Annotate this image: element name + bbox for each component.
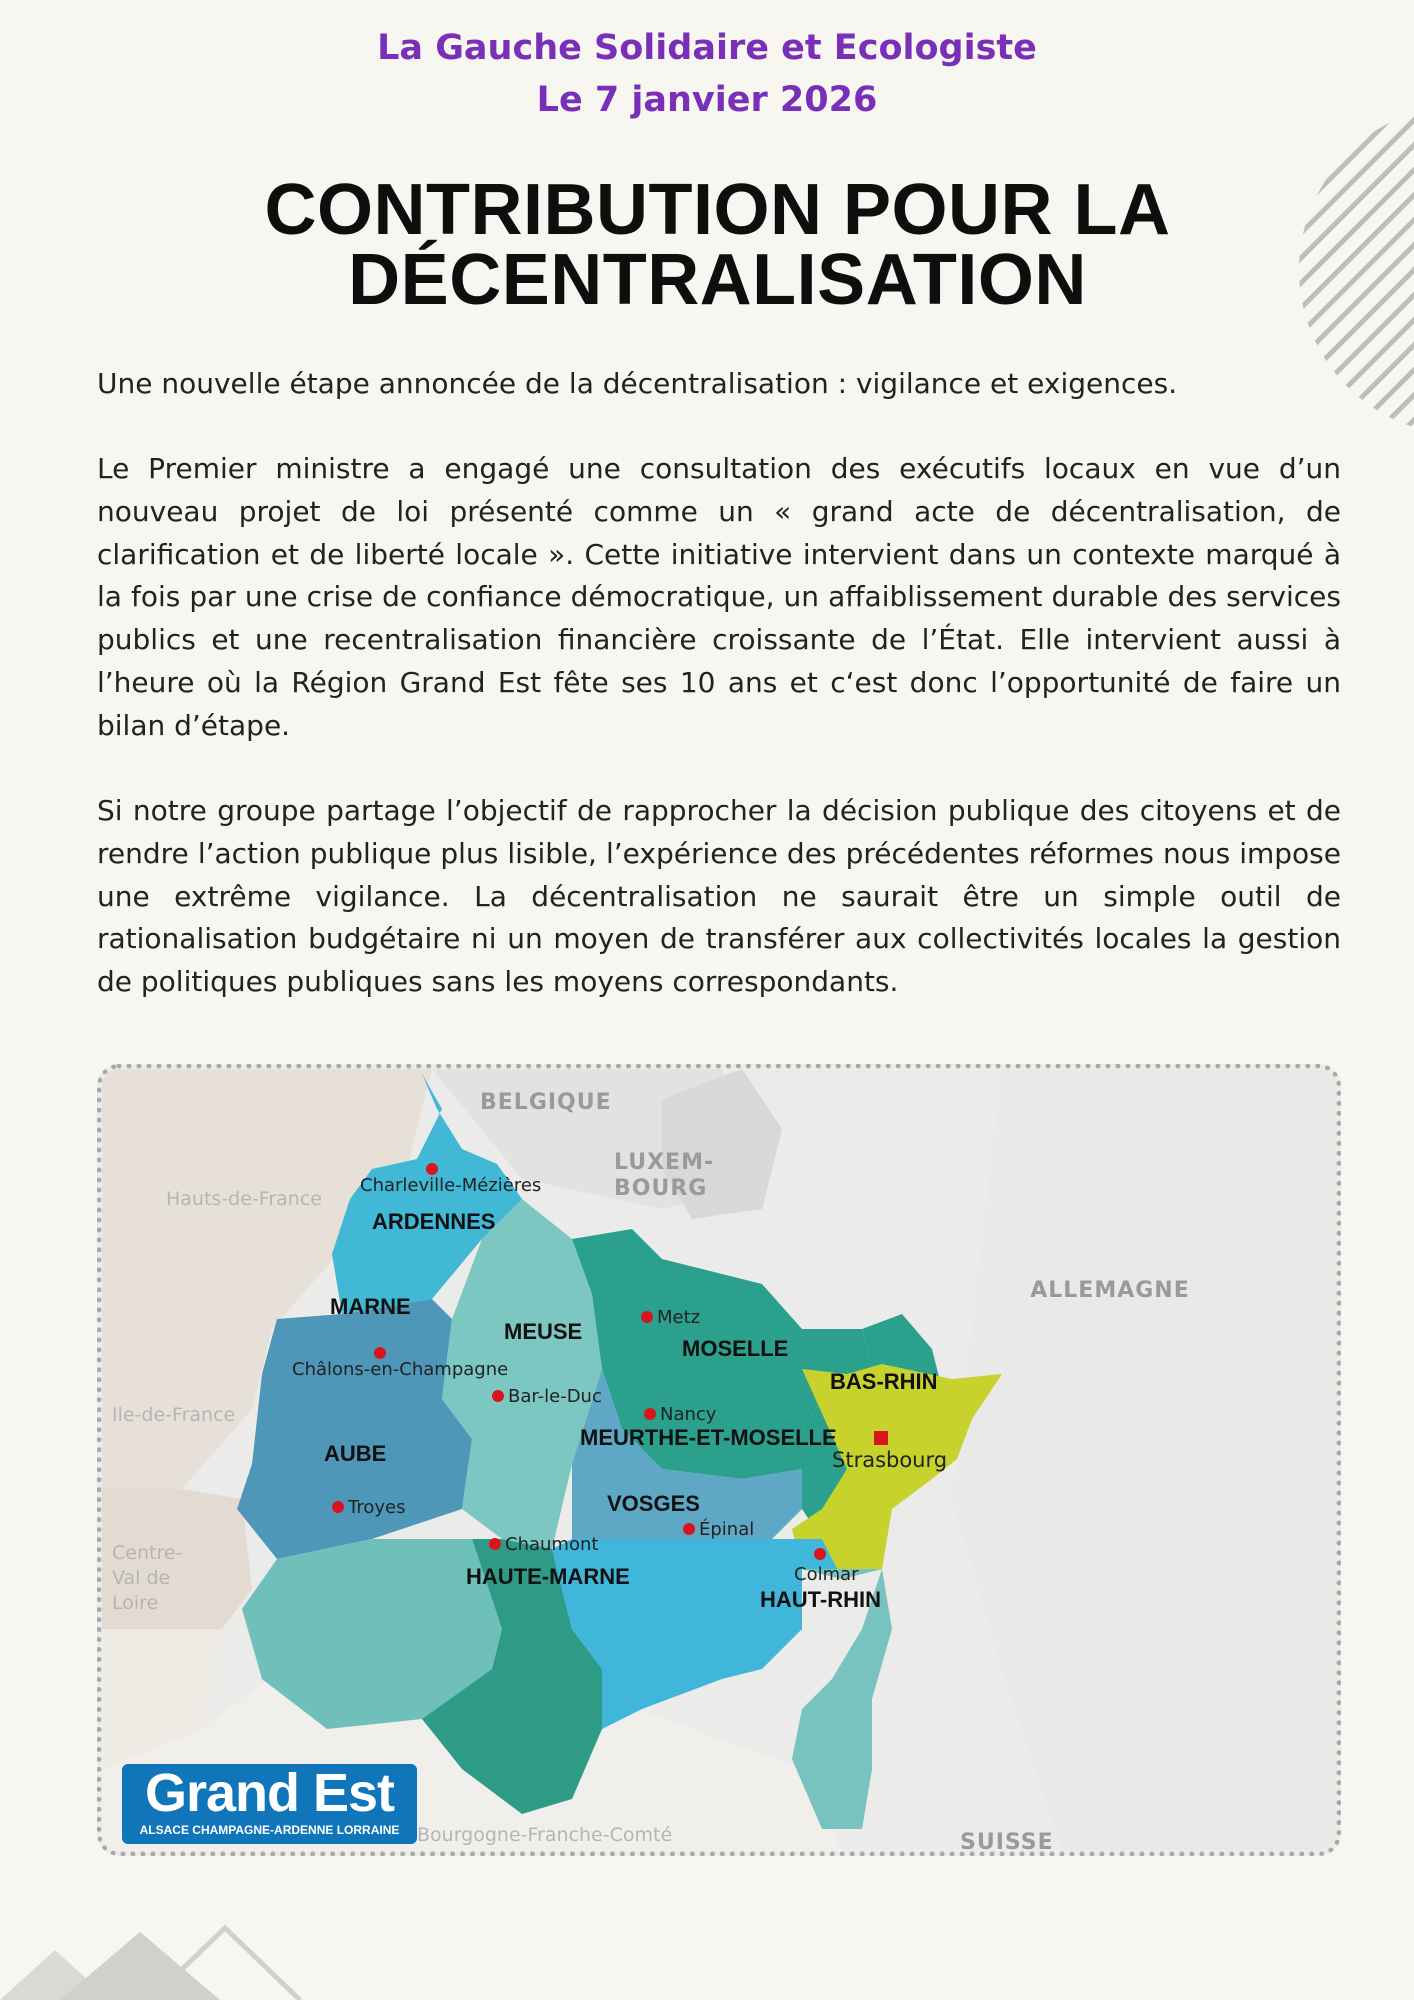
label-metz: Metz bbox=[657, 1307, 701, 1328]
intro-text: Une nouvelle étape annoncée de la décentralisation : vigilance et exigences. bbox=[97, 367, 1178, 400]
document-header bbox=[0, 22, 1414, 126]
grand-est-map bbox=[97, 1064, 1341, 1856]
city-dot-epinal bbox=[683, 1523, 695, 1535]
label-bar-le-duc: Bar-le-Duc bbox=[508, 1386, 602, 1407]
label-centre-1: Centre- bbox=[112, 1542, 183, 1564]
label-moselle: MOSELLE bbox=[682, 1336, 789, 1361]
city-dot-chaumont bbox=[489, 1538, 501, 1550]
city-dot-charleville bbox=[426, 1163, 438, 1175]
logo-subtitle: ALSACE CHAMPAGNE-ARDENNE LORRAINE bbox=[139, 1823, 400, 1837]
label-ile-de-france: Ile-de-France bbox=[112, 1404, 236, 1426]
label-chalons: Châlons-en-Champagne bbox=[292, 1359, 509, 1380]
label-nancy: Nancy bbox=[660, 1404, 717, 1425]
label-colmar: Colmar bbox=[794, 1564, 859, 1585]
logo-main-text: Grand Est bbox=[144, 1763, 395, 1823]
label-bas-rhin: BAS-RHIN bbox=[830, 1369, 938, 1394]
decorative-mountains bbox=[0, 1910, 340, 2000]
label-haute-marne: HAUTE-MARNE bbox=[466, 1564, 630, 1589]
city-dot-strasbourg bbox=[874, 1431, 888, 1445]
title-line-2: DÉCENTRALISATION bbox=[348, 240, 1087, 320]
label-belgique: BELGIQUE bbox=[480, 1090, 612, 1115]
organization-name: La Gauche Solidaire et Ecologiste bbox=[377, 28, 1037, 68]
document-title bbox=[180, 170, 1255, 320]
label-charleville: Charleville-Mézières bbox=[360, 1175, 542, 1196]
label-marne: MARNE bbox=[330, 1294, 411, 1319]
label-troyes: Troyes bbox=[348, 1497, 406, 1518]
paragraph-vigilance: Si notre groupe partage l’objectif de rapprocher la décision publique des citoyens et de rendre l’action publique plus lisible, l’expérience des précédentes réformes nous impose une extrême vigilance. La décentralisation ne saurait être un simple outil de rationalisation budgétaire ni un moyen de transférer aux collectivités locales la gestion de politiques publiques sans les moyens correspondants. bbox=[97, 794, 1341, 999]
city-dot-troyes bbox=[332, 1501, 344, 1513]
document-date: Le 7 janvier 2026 bbox=[536, 80, 878, 120]
label-meuse: MEUSE bbox=[504, 1319, 583, 1344]
paragraph-context: Le Premier ministre a engagé une consultation des exécutifs locaux en vue d’un nouveau projet de loi présenté comme un « grand acte de décentralisation, de clarification et de liberté locale ». Cette initiative intervient dans un contexte marqué à la fois par une crise de confiance démocratique, un affaiblissement durable des services publics et une recentralisation financière croissante de l’État. Elle intervient aussi à l’heure où la Région Grand Est fête ses 10 ans et c‘est donc l’opportunité de faire un bilan d’étape. bbox=[97, 452, 1341, 742]
label-allemagne: ALLEMAGNE bbox=[1030, 1278, 1190, 1303]
city-dot-nancy bbox=[644, 1408, 656, 1420]
city-dot-metz bbox=[641, 1311, 653, 1323]
label-chaumont: Chaumont bbox=[505, 1534, 599, 1555]
map-svg bbox=[102, 1069, 1336, 1851]
label-aube: AUBE bbox=[324, 1441, 387, 1466]
label-centre-3: Loire bbox=[112, 1592, 159, 1614]
label-haut-rhin: HAUT-RHIN bbox=[760, 1587, 881, 1612]
label-strasbourg: Strasbourg bbox=[832, 1448, 948, 1472]
label-vosges: VOSGES bbox=[607, 1491, 700, 1516]
city-dot-chalons bbox=[374, 1347, 386, 1359]
label-luxembourg-2: BOURG bbox=[614, 1176, 708, 1201]
title-line-1: CONTRIBUTION POUR LA bbox=[264, 170, 1171, 250]
label-suisse: SUISSE bbox=[960, 1830, 1054, 1851]
label-luxembourg-1: LUXEM- bbox=[614, 1150, 715, 1175]
grand-est-logo bbox=[122, 1764, 417, 1844]
city-dot-colmar bbox=[814, 1548, 826, 1560]
label-epinal: Épinal bbox=[699, 1519, 755, 1540]
city-dot-bar-le-duc bbox=[492, 1390, 504, 1402]
label-hauts-de-france: Hauts-de-France bbox=[166, 1188, 322, 1210]
label-centre-2: Val de bbox=[112, 1567, 171, 1589]
label-ardennes: ARDENNES bbox=[372, 1209, 496, 1234]
label-meurthe-et-moselle: MEURTHE-ET-MOSELLE bbox=[580, 1425, 837, 1450]
label-bourgogne: Bourgogne-Franche-Comté bbox=[417, 1824, 673, 1846]
